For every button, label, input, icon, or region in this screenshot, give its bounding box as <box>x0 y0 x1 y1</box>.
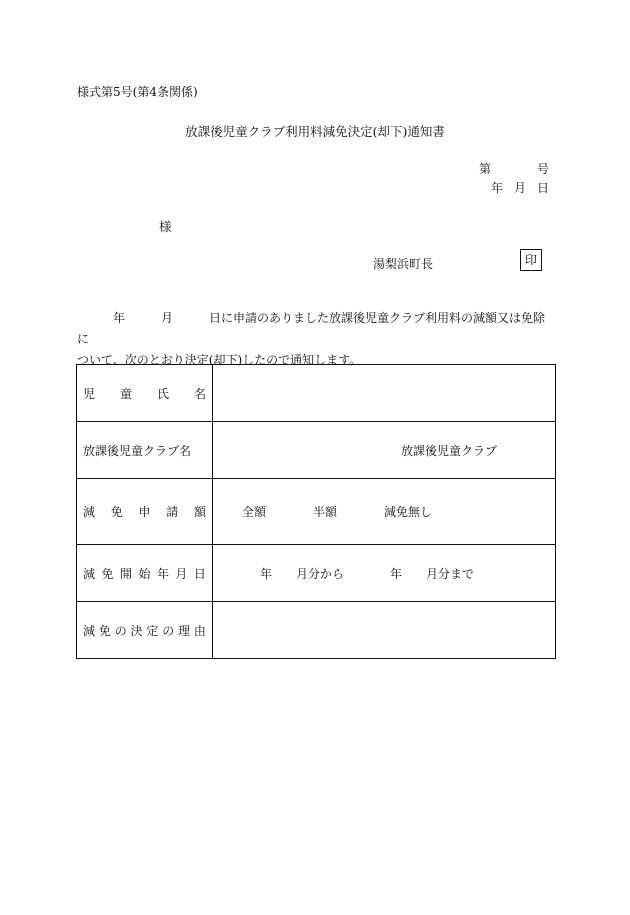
issuer-name: 湯梨浜町長 <box>373 257 434 271</box>
start-date-label <box>77 545 213 602</box>
label-char: の <box>162 623 175 638</box>
body-month: 月 <box>161 311 174 325</box>
table-row-club-name <box>77 422 556 479</box>
label-char: 減 <box>83 566 96 581</box>
document-number-prefix: 第 <box>479 162 492 176</box>
label-char: 理 <box>178 623 191 638</box>
label-char: 減 <box>83 623 96 638</box>
club-name-label: 放課後児童クラブ名 <box>77 422 213 479</box>
issue-date-line <box>491 179 549 196</box>
date-day: 日 <box>536 181 549 195</box>
label-char: 申 <box>138 505 151 519</box>
label-char: 定 <box>146 623 159 638</box>
start-date-field <box>213 545 556 602</box>
label-char: 決 <box>130 623 143 638</box>
label-char: 開 <box>119 566 132 581</box>
label-char: 童 <box>119 386 132 401</box>
label-char: 児 <box>83 386 96 401</box>
option-no-reduction[interactable]: 減免無し <box>384 505 433 519</box>
label-char: 氏 <box>156 386 169 401</box>
table-row-reduction-amount <box>77 479 556 545</box>
document-number-suffix: 号 <box>536 162 549 176</box>
label-char: 額 <box>193 505 206 519</box>
recipient-suffix: 様 <box>159 219 172 234</box>
label-char: 月 <box>175 566 188 581</box>
body-line-2: ついて、次のとおり決定(却下)したので通知します。 <box>77 353 362 367</box>
label-char: 年 <box>156 566 169 581</box>
period-to-year[interactable]: 年 <box>390 566 403 581</box>
period-from-month[interactable]: 月分から <box>296 566 345 581</box>
body-line-1 <box>77 308 555 350</box>
decision-reason-field[interactable] <box>213 602 556 659</box>
label-char: 名 <box>193 386 206 401</box>
table-row-decision-reason <box>77 602 556 659</box>
date-month: 月 <box>513 181 526 195</box>
label-char: 日 <box>193 566 206 581</box>
seal-stamp-box: 印 <box>520 249 542 271</box>
label-char: 減 <box>83 505 96 519</box>
label-char: の <box>114 623 127 638</box>
club-name-value: 放課後児童クラブ <box>401 443 498 458</box>
date-year: 年 <box>491 181 504 195</box>
notice-table <box>76 364 556 659</box>
option-full-amount[interactable]: 全額 <box>242 505 267 519</box>
label-char: 請 <box>166 505 179 519</box>
document-number-line <box>479 160 549 177</box>
decision-reason-label <box>77 602 213 659</box>
body-year: 年 <box>113 311 126 325</box>
period-from-year[interactable]: 年 <box>260 566 273 581</box>
label-char: 始 <box>138 566 151 581</box>
label-char: 由 <box>193 623 206 638</box>
body-line-1-text: 日に申請のありました放課後児童クラブ利用料の減額又は免除に <box>77 311 546 346</box>
label-char: 免 <box>110 505 123 519</box>
child-name-label <box>77 365 213 422</box>
reduction-amount-label <box>77 479 213 545</box>
club-name-field[interactable] <box>213 422 556 479</box>
form-number: 様式第5号(第4条関係) <box>77 85 198 99</box>
child-name-field[interactable] <box>213 365 556 422</box>
table-row-child-name <box>77 365 556 422</box>
option-half-amount[interactable]: 半額 <box>313 505 338 519</box>
label-char: 免 <box>98 623 111 638</box>
table-row-start-date <box>77 545 556 602</box>
reduction-amount-field <box>213 479 556 545</box>
label-char: 免 <box>101 566 114 581</box>
period-to-month[interactable]: 月分まで <box>426 566 475 581</box>
document-title: 放課後児童クラブ利用料減免決定(却下)通知書 <box>185 124 445 139</box>
body-paragraph <box>77 308 555 371</box>
